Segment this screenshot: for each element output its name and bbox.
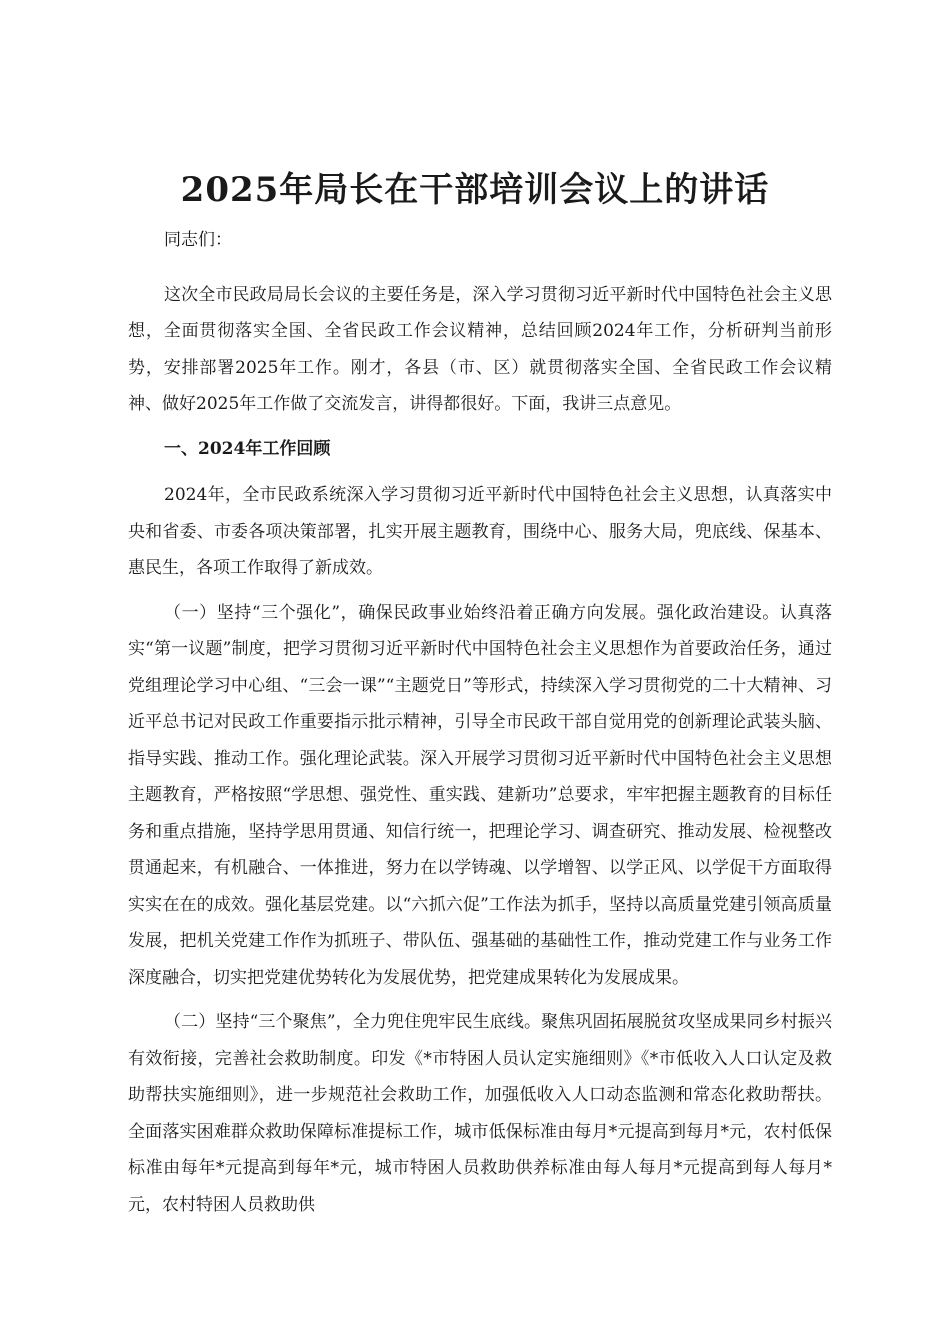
document-title: 2025年局长在干部培训会议上的讲话 — [180, 170, 770, 210]
section-1-item-1-paragraph: （一）坚持“三个强化”，确保民政事业始终沿着正确方向发展。强化政治建设。认真落实“第一议题”制度，把学习贯彻习近平新时代中国特色社会主义思想作为首要政治任务，通过党组理论学习中心组、“三会一课”“主题党日”等形式，持续深入学习贯彻党的二十大精神、习近平总书记对民政工作重要指示批示精神，引导全市民政干部自觉用党的创新理论武装头脑、指导实践、推动工作。强化理论武装。深入开展学习贯彻习近平新时代中国特色社会主义思想主题教育，严格按照“学思想、强党性、重实践、建新功”总要求，牢牢把握主题教育的目标任务和重点措施，坚持学思用贯通、知信行统一，把理论学习、调查研究、推动发展、检视整改贯通起来，有机融合、一体推进，努力在以学铸魂、以学增智、以学正风、以学促干方面取得实实在在的成效。强化基层党建。以“六抓六促”工作法为抓手，坚持以高质量党建引领高质量发展，把机关党建工作作为抓班子、带队伍、强基础的基础性工作，推动党建工作与业务工作深度融合，切实把党建优势转化为发展优势，把党建成果转化为发展成果。 — [128, 602, 832, 988]
salutation: 同志们： — [164, 230, 232, 250]
section-heading-1: 一、2024年工作回顾 — [164, 438, 331, 459]
document-body — [128, 222, 832, 1231]
section-1-intro-paragraph: 2024年，全市民政系统深入学习贯彻习近平新时代中国特色社会主义思想，认真落实中央和省委、市委各项决策部署，扎实开展主题教育，围绕中心、服务大局，兜底线、保基本、惠民生，各项工作取得了新成效。 — [128, 485, 832, 578]
intro-paragraph: 这次全市民政局局长会议的主要任务是，深入学习贯彻习近平新时代中国特色社会主义思想，全面贯彻落实全国、全省民政工作会议精神，总结回顾2024年工作，分析研判当前形势，安排部署2025年工作。刚才，各县（市、区）就贯彻落实全国、全省民政工作会议精神、做好2025年工作做了交流发言，讲得都很好。下面，我讲三点意见。 — [128, 284, 832, 414]
section-1-item-2-paragraph: （二）坚持“三个聚焦”，全力兜住兜牢民生底线。聚焦巩固拓展脱贫攻坚成果同乡村振兴有效衔接，完善社会救助制度。印发《*市特困人员认定实施细则》《*市低收入人口认定及救助帮扶实施细则》，进一步规范社会救助工作，加强低收入人口动态监测和常态化救助帮扶。全面落实困难群众救助保障标准提标工作，城市低保标准由每月*元提高到每月*元，农村低保标准由每年*元提高到每年*元，城市特困人员救助供养标准由每人每月*元提高到每人每月*元，农村特困人员救助供 — [128, 1012, 832, 1215]
